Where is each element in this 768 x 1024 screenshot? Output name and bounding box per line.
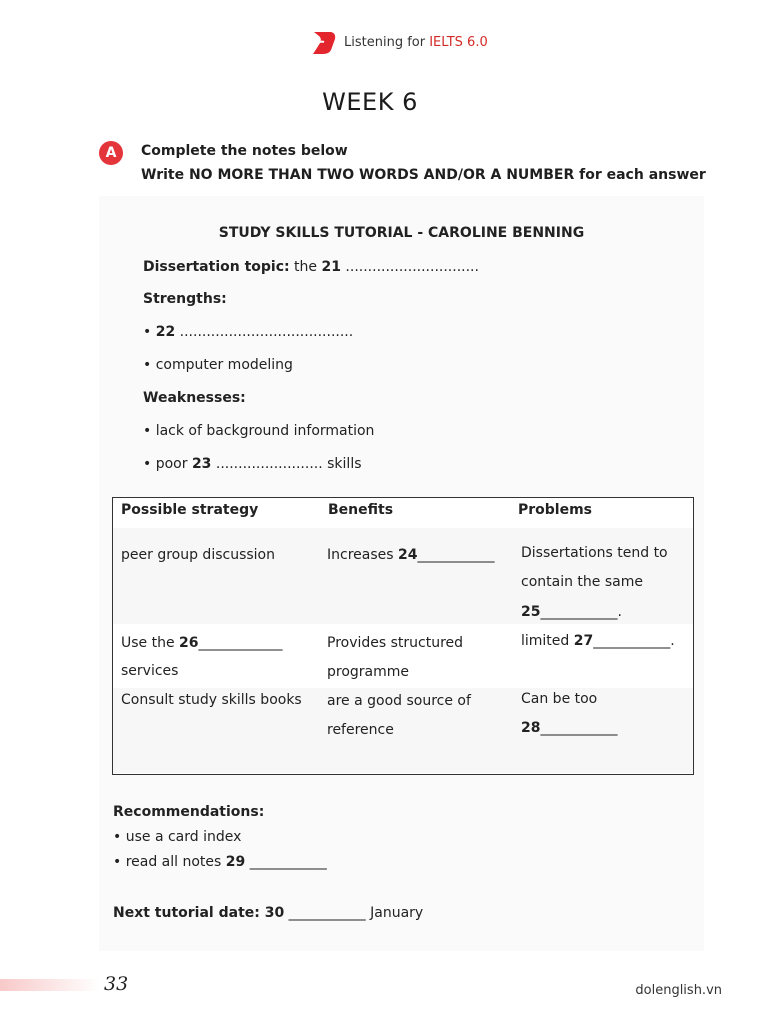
answer-blank-22: ....................................... (175, 324, 354, 340)
recommendation-2-text: • read all notes (113, 854, 226, 870)
topic-line (143, 259, 479, 275)
instruction-line-2: Write NO MORE THAN TWO WORDS AND/OR A NUMBER for each answer (141, 167, 706, 183)
answer-blank-30: ___________ (284, 905, 366, 921)
question-21: 21 (321, 259, 341, 275)
section-badge: A (99, 141, 123, 165)
weakness-2-prefix: • poor (143, 456, 192, 472)
table-row-3-problem-line-1: Can be too (521, 691, 598, 707)
table-header-benefits: Benefits (328, 502, 394, 518)
header-title (344, 35, 488, 50)
table-row-1-problem-line-3 (521, 598, 622, 627)
next-tutorial-suffix: January (365, 905, 424, 921)
question-26: 26 (179, 635, 199, 651)
table-row-1-strategy: peer group discussion (121, 547, 275, 563)
question-25: 25 (521, 604, 541, 620)
table-row-3-benefit-line-2: reference (327, 722, 394, 738)
table-header-strategy: Possible strategy (121, 502, 259, 518)
page-header (311, 29, 488, 55)
strength-item-2: • computer modeling (143, 357, 293, 373)
topic-text: the (289, 259, 322, 275)
next-tutorial-label: Next tutorial date: (113, 905, 260, 921)
instruction-line-1: Complete the notes below (141, 143, 348, 159)
strengths-label: Strengths: (143, 291, 227, 307)
problem-text: limited (521, 633, 574, 649)
answer-blank-25: ___________. (540, 604, 622, 620)
answer-blank-21: .............................. (340, 259, 479, 275)
question-28: 28 (521, 720, 541, 736)
table-row-1-problem-line-2: contain the same (521, 574, 643, 590)
page-number: 33 (104, 973, 129, 995)
question-24: 24 (398, 547, 418, 563)
dol-logo-icon (311, 29, 337, 55)
answer-blank-28: ___________ (540, 720, 618, 736)
recommendation-item-1: • use a card index (113, 829, 242, 845)
table-header-problems: Problems (518, 502, 593, 518)
footer-accent-bar (0, 979, 100, 991)
recommendation-item-2 (113, 854, 327, 870)
table-row-3-problem-line-2 (521, 714, 617, 743)
week-title: WEEK 6 (322, 88, 418, 116)
table-row-2-benefit-line-1: Provides structured (327, 635, 464, 651)
recommendations-label: Recommendations: (113, 804, 265, 820)
weaknesses-label: Weaknesses: (143, 390, 246, 406)
answer-blank-27: ___________. (593, 633, 675, 649)
next-tutorial-line (113, 905, 423, 921)
table-row-3-benefit-line-1: are a good source of (327, 693, 471, 709)
question-29: 29 (225, 854, 246, 870)
table-row-2-strategy-line-1 (121, 629, 283, 658)
strategy-text: Use the (121, 635, 180, 651)
benefit-text: Increases (327, 547, 398, 563)
table-row-2-benefit-line-2: programme (327, 664, 410, 680)
table-row-2-strategy-line-2: services (121, 663, 179, 679)
answer-blank-29: ___________ (245, 854, 327, 870)
table-row-1-benefit (327, 541, 494, 570)
strategy-table (112, 497, 694, 775)
question-30: 30 (259, 905, 285, 921)
answer-blank-24: ___________ (417, 547, 495, 563)
answer-blank-23: ........................ (211, 456, 323, 472)
question-23: 23 (191, 456, 212, 472)
answer-blank-26: ____________ (198, 635, 283, 651)
question-27: 27 (573, 633, 594, 649)
bullet: • (143, 324, 156, 340)
header-title-accent: IELTS 6.0 (429, 34, 488, 50)
strength-item-1 (143, 324, 353, 340)
header-title-prefix: Listening for (344, 34, 430, 50)
notes-title: STUDY SKILLS TUTORIAL - CAROLINE BENNING (218, 225, 585, 241)
weakness-item-1: • lack of background information (143, 423, 375, 439)
site-url: dolenglish.vn (635, 983, 722, 998)
topic-label: Dissertation topic: (143, 259, 290, 275)
weakness-item-2 (143, 456, 362, 472)
weakness-2-suffix: skills (322, 456, 362, 472)
table-row-1-problem-line-1: Dissertations tend to (521, 545, 668, 561)
question-22: 22 (155, 324, 176, 340)
table-row-3-strategy: Consult study skills books (121, 692, 302, 708)
table-row-2-problem (521, 627, 675, 656)
